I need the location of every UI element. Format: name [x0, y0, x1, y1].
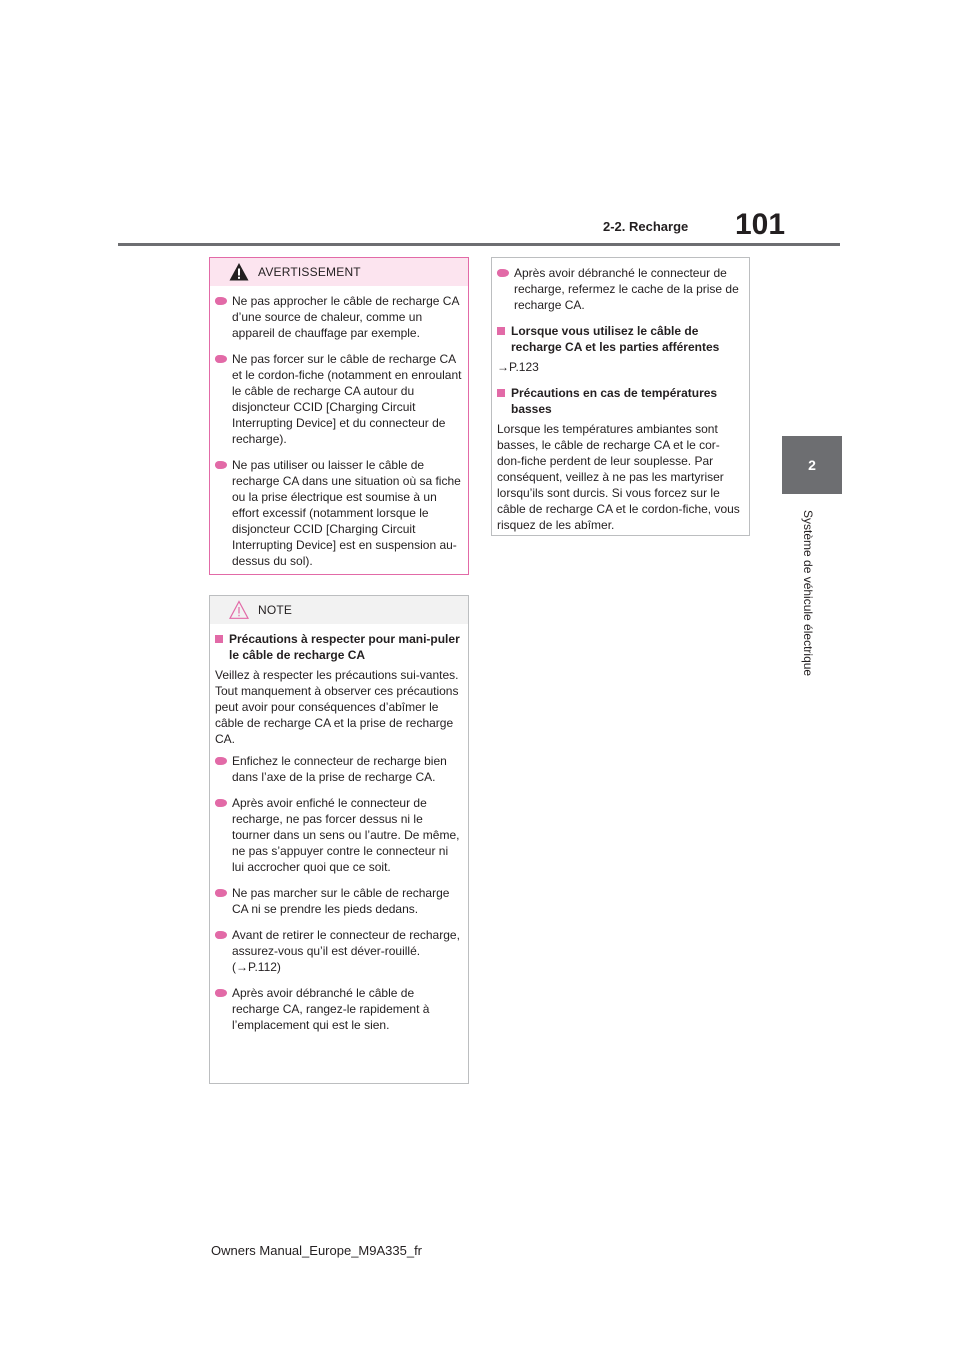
- page-reference-link[interactable]: →P.123: [497, 360, 539, 374]
- list-item: [497, 265, 743, 313]
- bullet-icon: [215, 297, 227, 305]
- section-header: 2-2. Recharge: [603, 219, 689, 234]
- note-header: [210, 596, 468, 624]
- list-item: [215, 457, 462, 569]
- list-item-text: Enfichez le connecteur de recharge bien dans l’axe de la prise de recharge CA.: [232, 754, 447, 784]
- warning-label: AVERTISSEMENT: [258, 265, 361, 279]
- bullet-icon: [215, 799, 227, 807]
- list-item-text: Ne pas marcher sur le câble de recharge CA ni se prendre les pieds dedans.: [232, 886, 450, 916]
- subheading-text: Lorsque vous utilisez le câble de recharge CA et les parties afférentes: [511, 324, 720, 354]
- list-item: [215, 985, 462, 1033]
- list-item: [215, 753, 462, 785]
- bullet-icon: [497, 269, 509, 277]
- note-box: [209, 595, 469, 1084]
- warning-box: [209, 257, 469, 575]
- list-item: [215, 885, 462, 917]
- chapter-title: Système de véhicule électrique: [801, 510, 815, 677]
- page-number: 101: [735, 208, 786, 241]
- note-intro: Veillez à respecter les précautions sui-vantes. Tout manquement à observer ces précautions peut avoir pour conséquences d’abîmer le câble de recharge CA et la prise de recharge CA.: [215, 668, 459, 746]
- note-body: [210, 624, 468, 1033]
- square-bullet-icon: [497, 389, 505, 397]
- bullet-icon: [215, 989, 227, 997]
- chapter-tab[interactable]: [782, 436, 842, 494]
- list-item: [215, 351, 462, 447]
- warning-icon: [229, 262, 249, 282]
- list-item-text: Après avoir débranché le câble de recharge CA, rangez-le rapidement à l’emplacement qui est le sien.: [232, 986, 430, 1032]
- subheading: [497, 385, 743, 417]
- bullet-icon: [215, 355, 227, 363]
- header-rule: [118, 243, 840, 246]
- list-item: [215, 795, 462, 875]
- caution-icon: [229, 600, 249, 620]
- note-heading-text: Précautions à respecter pour mani-puler le câble de recharge CA: [229, 632, 460, 662]
- square-bullet-icon: [215, 635, 223, 643]
- bullet-icon: [215, 931, 227, 939]
- list-item-text: Avant de retirer le connecteur de recharge, assurez-vous qu’il est déver-rouillé. (→P.112): [232, 928, 460, 974]
- square-bullet-icon: [497, 327, 505, 335]
- continued-note-box: [491, 257, 750, 536]
- warning-body: [210, 286, 468, 569]
- footer-text: Owners Manual_Europe_M9A335_fr: [211, 1243, 423, 1258]
- subheading: [497, 323, 743, 355]
- warning-header: [210, 258, 468, 286]
- list-item-text: Ne pas utiliser ou laisser le câble de recharge CA dans une situation où sa fiche ou la prise électrique est soumise à un effort excessif (notamment lorsque le disjoncteur CCID [Charging Circuit Interrupting Device] est en suspension au-dessus du sol).: [232, 458, 461, 568]
- note-label: NOTE: [258, 603, 293, 617]
- list-item-text: Ne pas forcer sur le câble de recharge CA et le cordon-fiche (notamment en enroulant le câble de recharge CA autour du disjoncteur CCID [Charging Circuit Interrupting Device] et du connecteur de recharge).: [232, 352, 462, 446]
- bullet-icon: [215, 461, 227, 469]
- list-item-text: Ne pas approcher le câble de recharge CA d’une source de chaleur, comme un appareil de chauffage par exemple.: [232, 294, 459, 340]
- list-item: [215, 293, 462, 341]
- list-item-text: Après avoir enfiché le connecteur de recharge, ne pas forcer dessus ni le tourner dans un sens ou l’autre. De même, ne pas s’appuyer contre le connecteur ni lui accrocher quoi que ce soit.: [232, 796, 460, 874]
- paragraph: Lorsque les températures ambiantes sont basses, le câble de recharge CA et le cor-don-fiche perdent de leur souplesse. Par conséquent, veillez à ne pas les martyriser lorsqu’ils sont durcis. Si vous forcez sur le câble de recharge CA et le cordon-fiche, vous risquez de les abîmer.: [497, 422, 740, 532]
- bullet-icon: [215, 889, 227, 897]
- note-heading: [215, 631, 462, 663]
- subheading-text: Précautions en cas de températures basses: [511, 386, 718, 416]
- list-item: [215, 927, 462, 975]
- continued-note-body: [492, 258, 749, 533]
- chapter-number: 2: [808, 457, 816, 473]
- bullet-icon: [215, 757, 227, 765]
- list-item-text: Après avoir débranché le connecteur de recharge, refermez le cache de la prise de recharge CA.: [514, 266, 739, 312]
